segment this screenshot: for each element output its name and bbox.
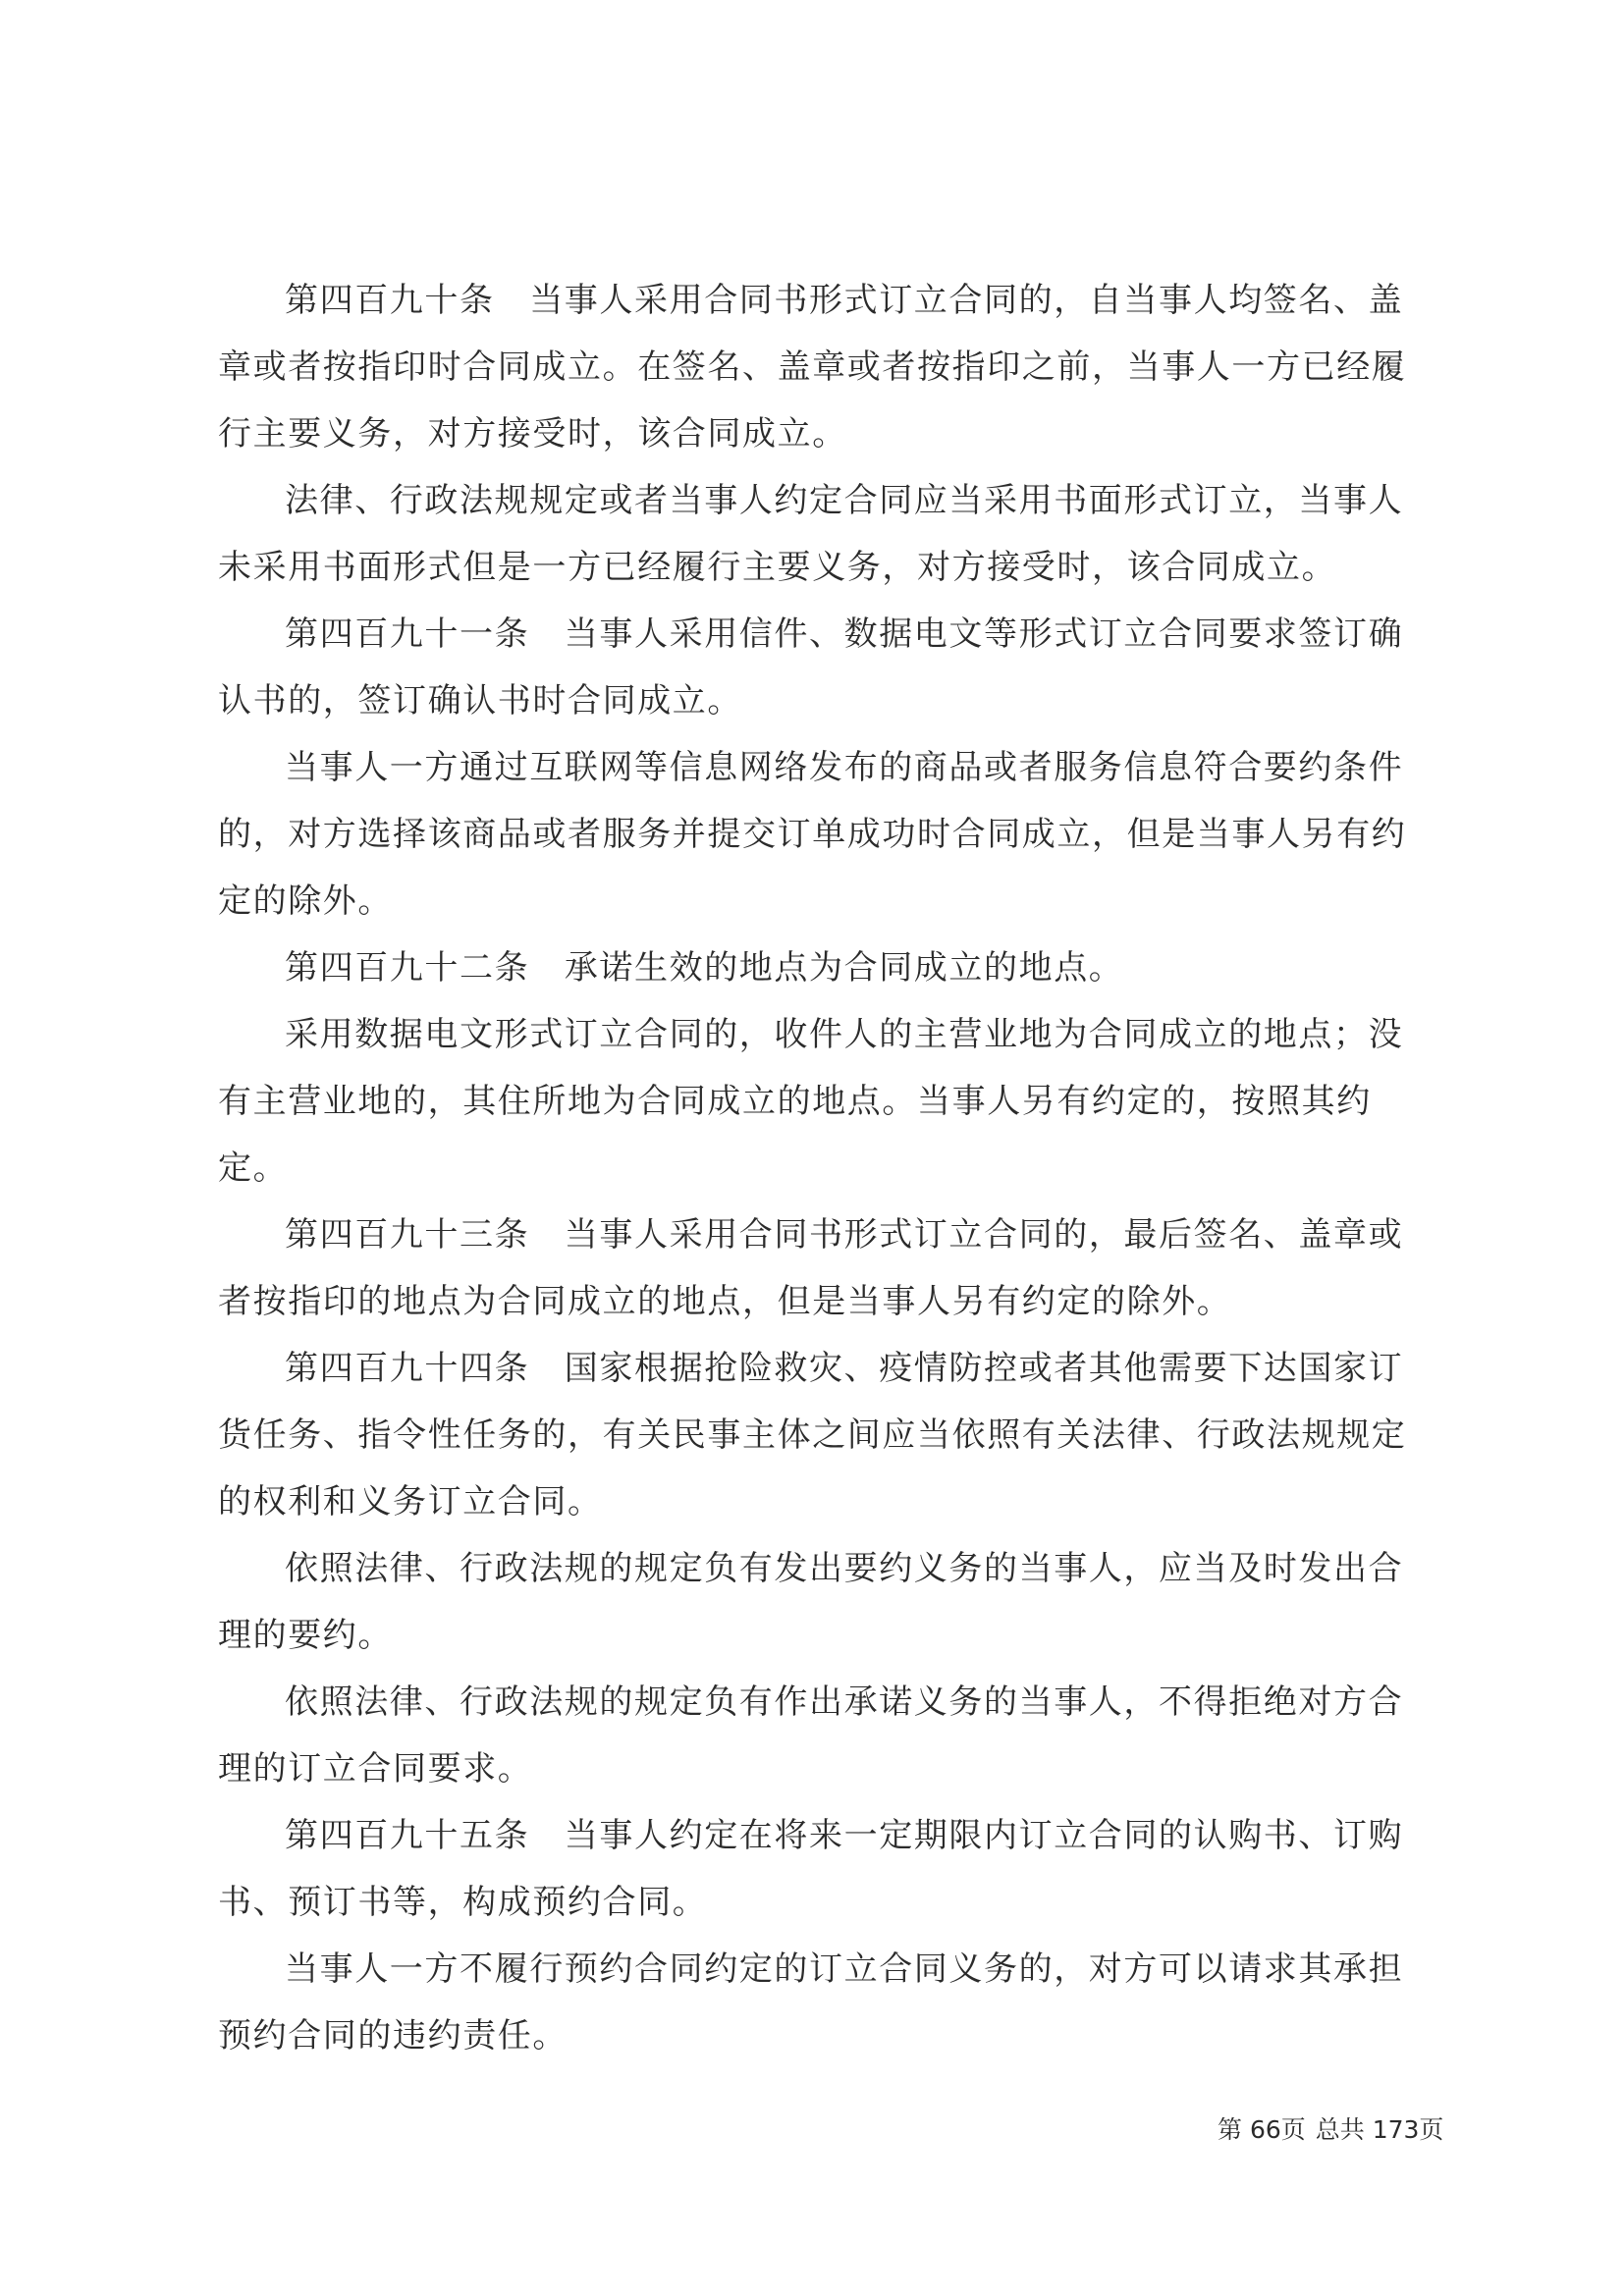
paragraph-written-form: 法律、行政法规规定或者当事人约定合同应当采用书面形式订立，当事人未采用书面形式但是一方已经履行主要义务，对方接受时，该合同成立。: [218, 481, 1404, 587]
paragraph-online-offer: 当事人一方通过互联网等信息网络发布的商品或者服务信息符合要约条件的，对方选择该商品或者服务并提交订单成功时合同成立，但是当事人另有约定的除外。: [218, 748, 1407, 921]
paragraph-article-493: 第四百九十三条 当事人采用合同书形式订立合同的，最后签名、盖章或者按指印的地点为合同成立的地点，但是当事人另有约定的除外。: [218, 1215, 1404, 1321]
paragraph-article-491: 第四百九十一条 当事人采用信件、数据电文等形式订立合同要求签订确认书的，签订确认书时合同成立。: [218, 614, 1404, 721]
paragraph-preliminary-contract-liability: 当事人一方不履行预约合同约定的订立合同义务的，对方可以请求其承担预约合同的违约责任。: [218, 1949, 1404, 2056]
page-footer: [1218, 2112, 1443, 2148]
paragraph-article-492: 第四百九十二条 承诺生效的地点为合同成立的地点。: [285, 948, 1124, 988]
paragraph-acceptance-obligation: 依照法律、行政法规的规定负有作出承诺义务的当事人，不得拒绝对方合理的订立合同要求。: [218, 1682, 1404, 1789]
document-body: [218, 267, 1428, 2069]
total-page-count: 总共 173页: [1315, 2115, 1444, 2144]
current-page-number: 第 66页: [1218, 2115, 1306, 2144]
paragraph-article-490: 第四百九十条 当事人采用合同书形式订立合同的，自当事人均签名、盖章或者按指印时合同成立。在签名、盖章或者按指印之前，当事人一方已经履行主要义务，对方接受时，该合同成立。: [218, 281, 1407, 454]
paragraph-offer-obligation: 依照法律、行政法规的规定负有发出要约义务的当事人，应当及时发出合理的要约。: [218, 1549, 1404, 1655]
paragraph-article-495: 第四百九十五条 当事人约定在将来一定期限内订立合同的认购书、订购书、预订书等，构成预约合同。: [218, 1816, 1404, 1922]
paragraph-electronic-data: 采用数据电文形式订立合同的，收件人的主营业地为合同成立的地点；没有主营业地的，其住所地为合同成立的地点。当事人另有约定的，按照其约定。: [218, 1015, 1404, 1188]
paragraph-article-494: 第四百九十四条 国家根据抢险救灾、疫情防控或者其他需要下达国家订货任务、指令性任务的，有关民事主体之间应当依照有关法律、行政法规规定的权利和义务订立合同。: [218, 1349, 1407, 1522]
